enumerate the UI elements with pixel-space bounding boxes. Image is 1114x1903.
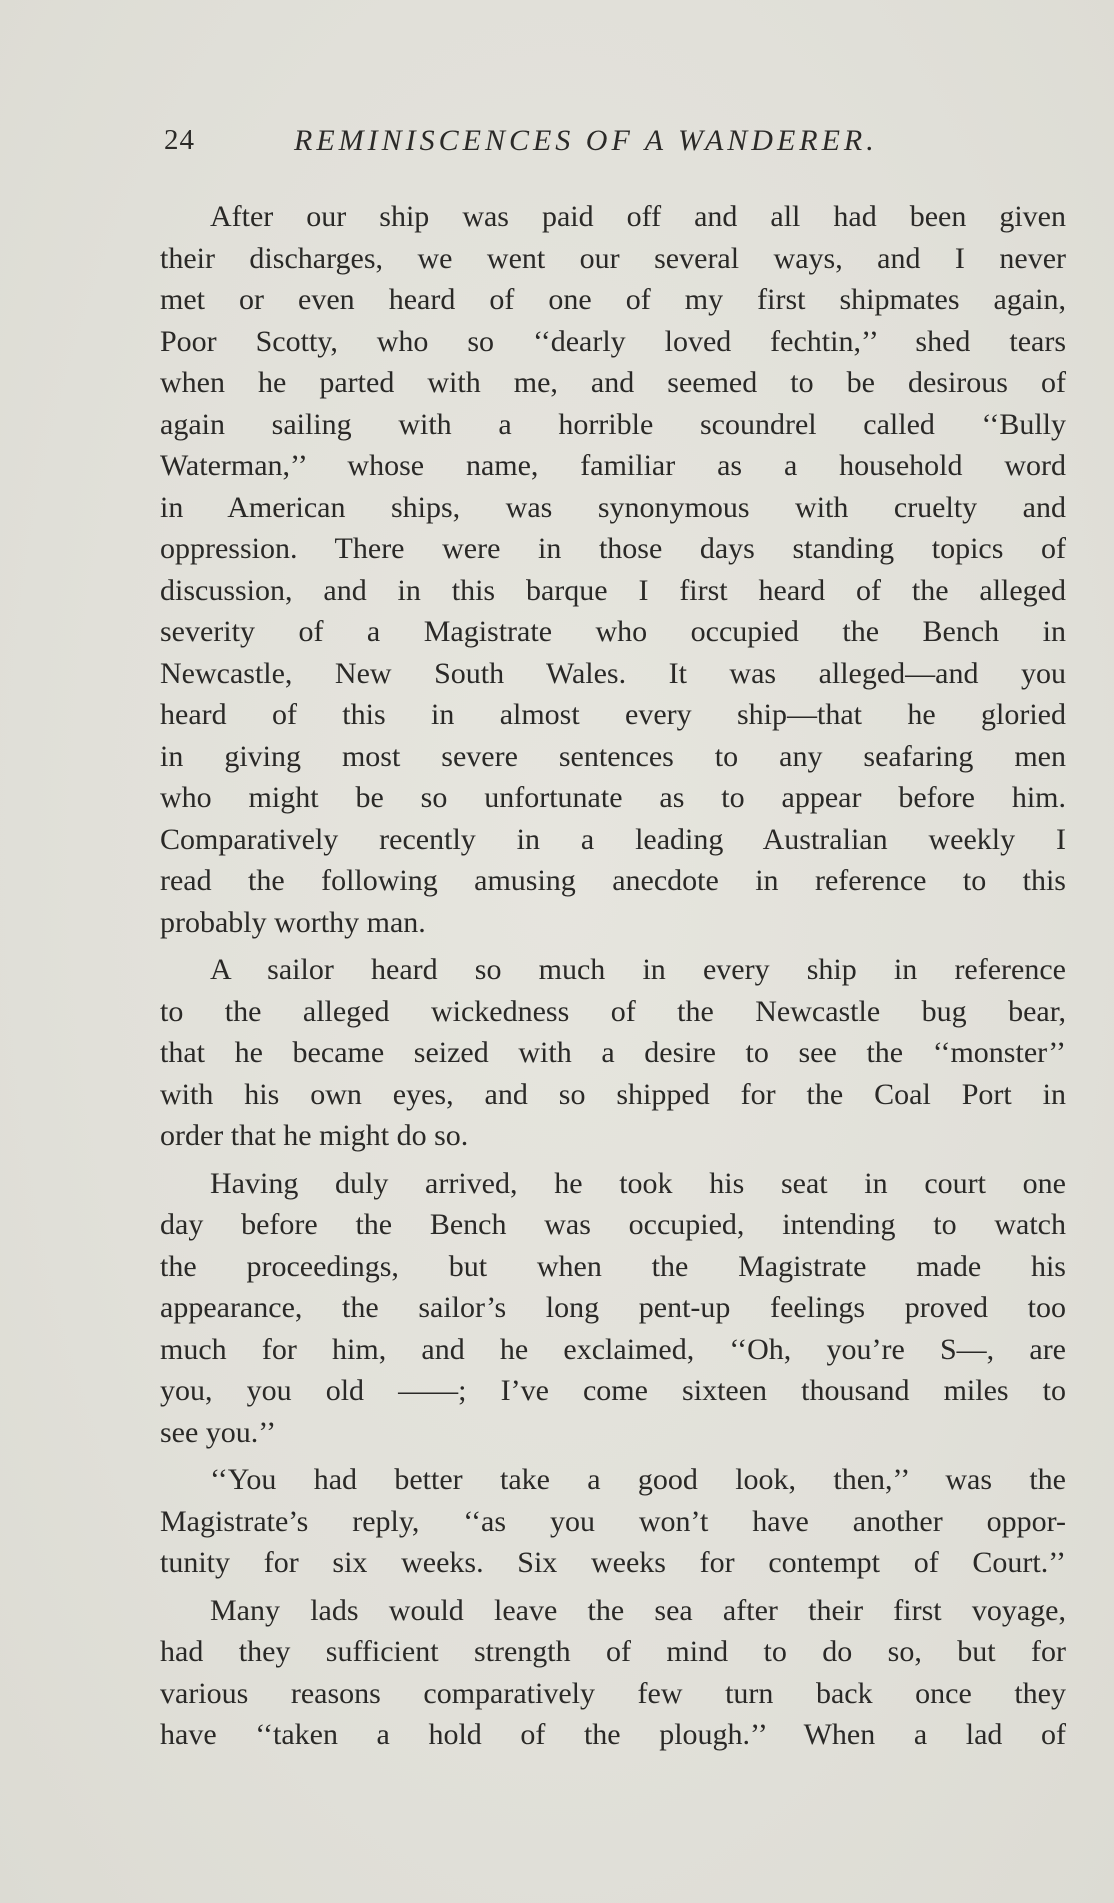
text-line: severity of a Magistrate who occupied the Bench in <box>160 615 1066 648</box>
text-line: you, you old ——; I’ve come sixteen thousand miles to <box>160 1374 1066 1407</box>
text-line: Newcastle, New South Wales. It was alleged—and you <box>160 656 1066 690</box>
text-line: had they sufficient strength of mind to do so, but for <box>160 1635 1066 1668</box>
text-line: Magistrate’s reply, ‘‘as you won’t have another oppor- <box>160 1504 1066 1538</box>
text-line: Having duly arrived, he took his seat in court one <box>210 1166 1066 1200</box>
running-head <box>164 124 954 164</box>
text-line: with his own eyes, and so shipped for the Coal Port in <box>160 1077 1066 1111</box>
text-line: heard of this in almost every ship—that he gloried <box>160 698 1066 731</box>
paragraph <box>160 196 1066 943</box>
text-line: Waterman,’’ whose name, familiar as a household word <box>160 449 1066 482</box>
text-line: probably worthy man. <box>160 905 426 939</box>
text-line: when he parted with me, and seemed to be desirous of <box>160 366 1066 399</box>
text-line: who might be so unfortunate as to appear before him. <box>160 781 1066 814</box>
text-line: ‘‘You had better take a good look, then,’’ was the <box>210 1463 1066 1496</box>
text-line: in giving most severe sentences to any seafaring men <box>160 739 1066 773</box>
text-line: oppression. There were in those days standing topics of <box>160 532 1066 565</box>
text-line: various reasons comparatively few turn back once they <box>160 1676 1066 1710</box>
text-line: read the following amusing anecdote in reference to this <box>160 864 1066 897</box>
text-line: day before the Bench was occupied, intending to watch <box>160 1208 1066 1241</box>
text-line: much for him, and he exclaimed, ‘‘Oh, you’re S—, are <box>160 1332 1066 1366</box>
text-line: Poor Scotty, who so ‘‘dearly loved fechtin,’’ shed tears <box>160 324 1066 358</box>
text-line: met or even heard of one of my first shipmates again, <box>160 283 1066 316</box>
page-number: 24 <box>164 124 195 156</box>
text-line: After our ship was paid off and all had been given <box>210 200 1066 233</box>
running-title: REMINISCENCES OF A WANDERER. <box>294 124 878 157</box>
paragraph <box>160 1459 1066 1584</box>
text-line: order that he might do so. <box>160 1119 469 1152</box>
text-line: again sailing with a horrible scoundrel called ‘‘Bully <box>160 407 1066 441</box>
text-line: tunity for six weeks. Six weeks for contempt of Court.’’ <box>160 1546 1066 1579</box>
text-line: Many lads would leave the sea after their first voyage, <box>210 1593 1066 1627</box>
text-line: discussion, and in this barque I first heard of the alleged <box>160 573 1066 607</box>
text-line: the proceedings, but when the Magistrate made his <box>160 1249 1066 1283</box>
text-line: Comparatively recently in a leading Australian weekly I <box>160 822 1066 856</box>
text-line: in American ships, was synonymous with cruelty and <box>160 490 1066 524</box>
paragraph <box>160 949 1066 1157</box>
text-line: A sailor heard so much in every ship in reference <box>210 953 1066 986</box>
paragraph <box>160 1590 1066 1756</box>
text-line: to the alleged wickedness of the Newcastle bug bear, <box>160 994 1066 1028</box>
text-line: have ‘‘taken a hold of the plough.’’ When a lad of <box>160 1718 1066 1751</box>
paragraph <box>160 1163 1066 1454</box>
text-line: see you.’’ <box>160 1415 277 1449</box>
text-line: their discharges, we went our several ways, and I never <box>160 241 1066 275</box>
text-line: appearance, the sailor’s long pent-up feelings proved too <box>160 1291 1066 1324</box>
body-text <box>160 196 1066 1756</box>
text-line: that he became seized with a desire to see the ‘‘monster’’ <box>160 1036 1066 1069</box>
